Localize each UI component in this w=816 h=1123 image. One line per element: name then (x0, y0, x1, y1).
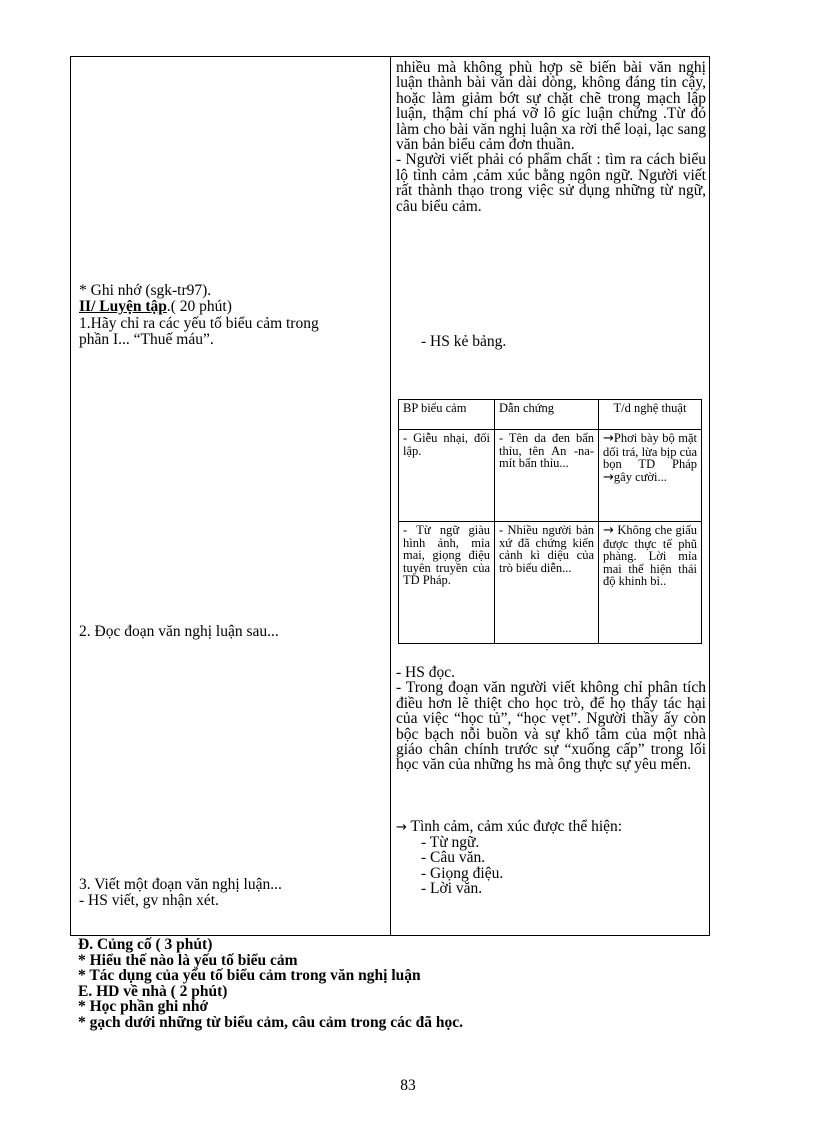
cell-text: gây cười... (613, 469, 667, 484)
question-2: 2. Đọc đoạn văn nghị luận sau... (79, 623, 279, 640)
footer-line: * Tác dụng của yếu tố biểu cảm trong văn nghị luận (78, 967, 421, 985)
list-item: - Từ ngữ. (421, 834, 480, 852)
ghi-nho-note: * Ghi nhớ (sgk-tr97). (79, 282, 212, 299)
table-cell: - Giễu nhại, đối lập. (399, 430, 495, 522)
column-divider (390, 57, 391, 935)
question-1-line-2: phần I... “Thuế máu”. (79, 331, 214, 348)
list-item: - Giọng điệu. (421, 864, 504, 882)
list-item: - Câu văn. (421, 849, 486, 867)
table-cell (599, 522, 702, 644)
arrow-right-icon: → (603, 431, 614, 446)
expression-table (398, 399, 702, 644)
arrow-line (396, 819, 622, 835)
lesson-footer (78, 937, 463, 1031)
table-header: BP biểu cảm (399, 400, 495, 430)
table-cell (599, 430, 702, 522)
hs-ke-bang: - HS kẻ bảng. (421, 333, 507, 350)
para-1: nhiều mà không phù hợp sẽ biến bài văn nghị luận thành bài văn dài dòng, không đáng tin cậy, hoặc làm giảm bớt sự chặt chẽ trong mạch lập luận, thậm chí phá vỡ lô gíc luận chứng .Từ đó làm cho bài văn nghị luận xa rời thể loại, lạc sang văn bản biểu cảm đơn thuần. (396, 59, 706, 154)
list-item: - Lời văn. (421, 879, 483, 897)
footer-line: * Học phần ghi nhớ (78, 998, 209, 1016)
lesson-table (70, 56, 710, 936)
question-1-line-1: 1.Hãy chỉ ra các yếu tố biểu cảm trong (79, 315, 319, 332)
expression-list (396, 819, 622, 896)
page-number: 83 (400, 1077, 416, 1094)
table-header: Dẫn chứng (495, 400, 599, 430)
para-4: - Trong đoạn văn người viết không chỉ phân tích điều hơn lẽ thiệt cho học trò, để họ thấy tác hại của việc “học tủ”, “học vẹt”. Người thầy ấy còn bộc bạch nỗi buồn và sự khổ tâm của một nhà giáo chân chính trước sự “xuống cấp” trong lối học văn của những hs mà ông thực sự yêu mến. (396, 679, 706, 774)
table-cell: - Tên da đen bẩn thỉu, tên An -na- mít bẩn thỉu... (495, 430, 599, 522)
arrow-right-icon: → (603, 469, 614, 485)
answer-paragraph-2 (396, 665, 706, 773)
table-row (399, 522, 702, 644)
arrow-line-text: Tình cảm, cảm xúc được thể hiện: (410, 818, 623, 835)
footer-line: * gạch dưới những từ biểu cảm, câu cảm trong các đã học. (78, 1013, 463, 1031)
table-header-row (399, 400, 702, 430)
para-3: - HS đọc. (396, 664, 455, 681)
luyen-tap-title: II/ Luyện tập (79, 298, 167, 315)
answer-paragraph-1 (396, 60, 706, 214)
footer-line: * Hiểu thế nào là yếu tố biểu cảm (78, 951, 298, 969)
table-row (399, 430, 702, 522)
luyen-tap-time: .( 20 phút) (166, 298, 232, 315)
table-header: T/d nghệ thuật (599, 400, 702, 430)
cung-co-heading: Đ. Củng cố ( 3 phút) (78, 936, 213, 953)
table-cell: - Từ ngữ giàu hình ảnh, mỉa mai, giọng điệu tuyên truyền của TD Pháp. (399, 522, 495, 644)
arrow-right-icon: → (603, 523, 614, 538)
luyen-tap-heading (79, 299, 232, 315)
arrow-right-icon: → (396, 820, 407, 835)
homework-heading: E. HD về nhà ( 2 phút) (78, 982, 228, 1000)
cell-text: Không che giấu được thực tế phũ phàng. Lời mỉa mai thể hiện thái độ khinh bỉ.. (603, 523, 697, 588)
para-2: - Người viết phải có phẩm chất : tìm ra cách biểu lộ tình cảm ,cảm xúc bằng ngôn ngữ. Người viết rất thành thạo trong việc sử dụng những từ ngữ, câu biểu cảm. (396, 151, 706, 215)
question-3-note: - HS viết, gv nhận xét. (79, 892, 219, 909)
question-3: 3. Viết một đoạn văn nghị luận... (79, 876, 282, 893)
cell-text: Phơi bày bộ mặt dối trá, lừa bịp của bọn TD Pháp (603, 431, 697, 471)
table-cell: - Nhiều người bản xứ đã chứng kiến cảnh kì diệu của trò biểu diễn... (495, 522, 599, 644)
